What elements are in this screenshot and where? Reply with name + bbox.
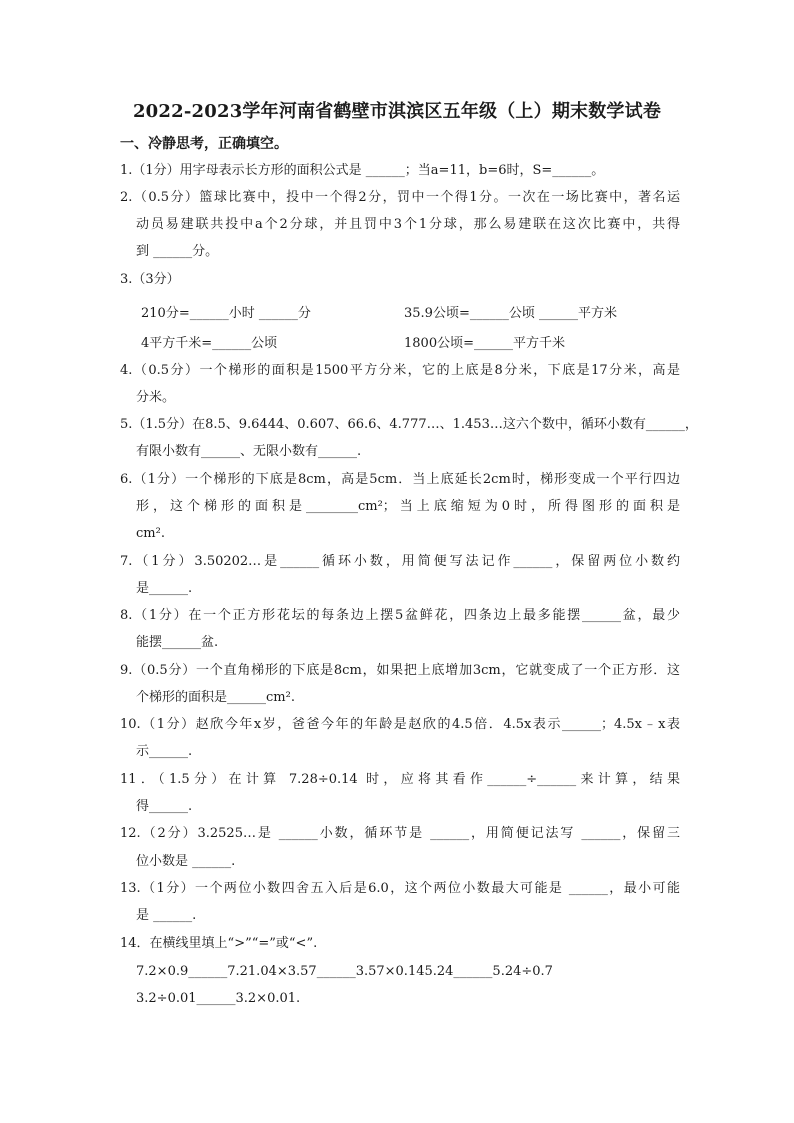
question-6-line-3: cm². — [136, 526, 165, 541]
question-6-line-1: 6.（1分）一个梯形的下底是8cm，高是5cm．当上底延长2cm时，梯形变成一个平行四边 — [120, 472, 680, 487]
question-2-line-1: 2.（0.5分）篮球比赛中，投中一个得2分，罚中一个得1分。一次在一场比赛中，著名运 — [120, 190, 680, 205]
question-7-line-2: 是______. — [136, 581, 193, 596]
question-6-line-2: 形，这个梯形的面积是________cm²；当上底缩短为0时，所得图形的面积是 — [136, 499, 680, 514]
question-4-line-2: 分米。 — [136, 390, 176, 405]
question-10-line-1: 10.（1分）赵欣今年x岁，爸爸今年的年龄是赵欣的4.5倍．4.5x表示______；4.5x﹣x表 — [120, 717, 680, 732]
exam-title: 2022-2023学年河南省鹤壁市淇滨区五年级（上）期末数学试卷 — [132, 101, 662, 122]
question-5-line-1: 5.（1.5分）在8.5、9.6444、0.607、66.6、4.777…、1.453…这六个数中，循环小数有______， — [120, 417, 698, 432]
question-9-line-2: 个梯形的面积是______cm². — [136, 690, 295, 705]
question-12-line-2: 位小数是 ______. — [136, 854, 236, 869]
question-9-line-1: 9.（0.5分）一个直角梯形的下底是8cm，如果把上底增加3cm，它就变成了一个正方形．这 — [120, 663, 680, 678]
question-11-line-2: 得______. — [136, 799, 193, 814]
question-10-line-2: 示______. — [136, 744, 193, 759]
question-14-line-1: 7.2×0.9______7.21.04×3.57______3.57×0.145.24______5.24÷0.7 — [136, 964, 553, 979]
question-4-line-1: 4.（0.5分）一个梯形的面积是1500平方分米，它的上底是8分米，下底是17分米，高是 — [120, 363, 680, 378]
question-7-line-1: 7.（1分）3.50202…是______循环小数，用简便写法记作______，保留两位小数约 — [120, 554, 680, 569]
question-3-item-b: 35.9公顷=______公顷 ______平方米 — [404, 306, 617, 321]
question-12-line-1: 12.（2分）3.2525…是 ______小数，循环节是 ______，用简便记法写 ______，保留三 — [120, 826, 680, 841]
section-heading: 一、冷静思考，正确填空。 — [120, 136, 288, 152]
question-13-line-1: 13.（1分）一个两位小数四舍五入后是6.0，这个两位小数最大可能是 ______，最小可能 — [120, 881, 680, 896]
question-3-item-a: 210分=______小时 ______分 — [141, 306, 311, 321]
question-3-item-d: 1800公顷=______平方千米 — [404, 336, 565, 351]
question-2-line-2: 动员易建联共投中a个2分球，并且罚中3个1分球，那么易建联在这次比赛中，共得 — [136, 217, 680, 232]
question-14: 14．在横线里填上“>”“=”或“<”. — [120, 936, 318, 951]
question-13-line-2: 是 ______. — [136, 908, 197, 923]
question-2-line-3: 到 ______分。 — [136, 244, 219, 259]
question-5-line-2: 有限小数有______、无限小数有______. — [136, 444, 362, 459]
question-8-line-2: 能摆______盆. — [136, 635, 219, 650]
question-8-line-1: 8.（1分）在一个正方形花坛的每条边上摆5盆鲜花，四条边上最多能摆______盆，最少 — [120, 608, 680, 623]
question-3-item-c: 4平方千米=______公顷 — [141, 336, 278, 351]
question-14-line-2: 3.2÷0.01______3.2×0.01. — [136, 991, 301, 1006]
question-1: 1.（1分）用字母表示长方形的面积公式是 ______；当a=11，b=6时，S=______。 — [120, 163, 605, 178]
question-3: 3.（3分） — [120, 272, 180, 287]
question-11-line-1: 11．（1.5分）在计算 7.28÷0.14 时，应将其看作______÷______来计算，结果 — [120, 772, 680, 787]
